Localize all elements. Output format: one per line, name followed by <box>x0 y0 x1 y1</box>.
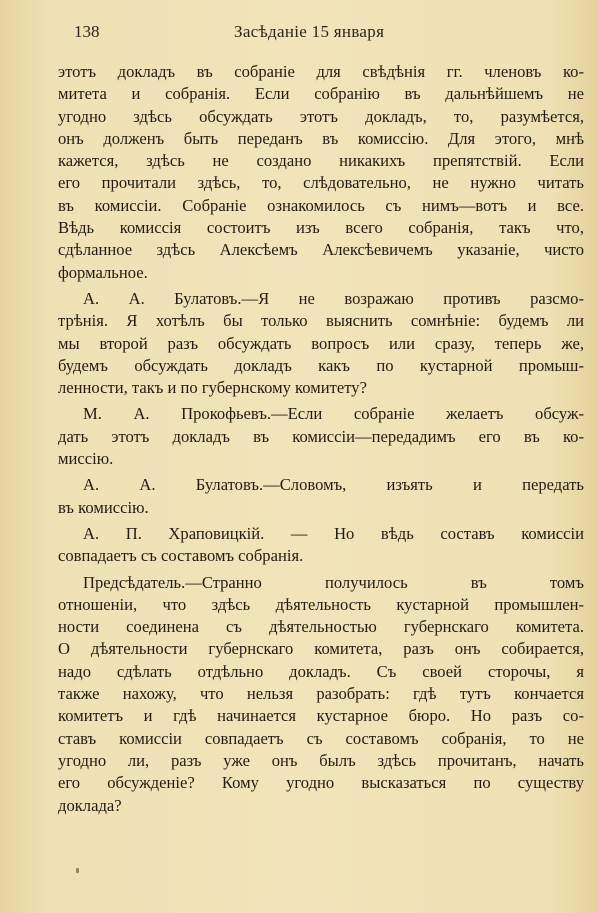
page-header <box>74 22 544 44</box>
text-line: мы второй разъ обсуждать вопросъ или сразу, теперь же, <box>58 333 584 353</box>
text-line: будемъ обсуждать докладъ какъ по кустарной промыш- <box>58 355 584 375</box>
paragraph-bulatov-2 <box>58 474 584 519</box>
text-line: Вѣдь комиссія состоитъ изъ всего собранія, такъ что, <box>58 218 584 238</box>
paragraph-continuation <box>58 61 584 284</box>
body-text <box>58 61 584 817</box>
text-line: миссію. <box>58 449 114 469</box>
text-line: онъ долженъ быть переданъ въ комиссію. Для этого, мнѣ <box>58 128 584 148</box>
text-line: трѣнія. Я хотѣлъ бы только выяснить сомнѣніе: будемъ ли <box>58 311 584 331</box>
text-line: М. А. Прокофьевъ.—Если собраніе желаетъ обсуж- <box>83 404 584 424</box>
text-line: ставъ комиссіи совпадаетъ съ составомъ собранія, то не <box>58 728 584 748</box>
text-line: этотъ докладъ въ собраніе для свѣдѣнія гг. членовъ ко- <box>58 62 584 81</box>
text-line: комитетъ и гдѣ начинается кустарное бюро. Но разъ со- <box>58 706 584 726</box>
text-line: кажется, здѣсь не создано никакихъ препятствій. Если <box>58 151 584 171</box>
text-line: доклада? <box>58 795 122 815</box>
paper-speck <box>76 868 79 873</box>
text-line: сдѣланное здѣсь Алексѣемъ Алексѣевичемъ указаніе, чисто <box>58 240 584 260</box>
text-line: въ комиссію. <box>58 497 149 517</box>
text-line: О дѣятельности губернскаго комитета, разъ онъ собирается, <box>58 639 584 659</box>
paragraph-bulatov-1 <box>58 288 584 399</box>
text-line: въ комиссіи. Собраніе ознакомилось съ нимъ—вотъ и все. <box>58 195 584 215</box>
text-line: ленности, такъ и по губернскому комитету? <box>58 378 367 398</box>
text-line: А. П. Храповицкій. — Но вѣдь составъ комиссіи <box>83 523 584 543</box>
text-line: А. А. Булатовъ.—Я не возражаю противъ разсмо- <box>83 288 584 308</box>
text-line: угодно здѣсь обсуждать этотъ докладъ, то, разумѣется, <box>58 106 584 126</box>
page-number: 138 <box>74 22 100 41</box>
text-line: ности соединена съ дѣятельностью губернскаго комитета. <box>58 617 584 637</box>
text-line: формальное. <box>58 262 148 282</box>
text-line: также нахожу, что нельзя разобрать: гдѣ тутъ кончается <box>58 684 584 704</box>
text-line: дать этотъ докладъ въ комиссіи—передадимъ его въ ко- <box>58 426 584 446</box>
running-head: Засѣданіе 15 января <box>234 22 385 41</box>
text-line: отношеніи, что здѣсь дѣятельность кустарной промышлен- <box>58 594 584 614</box>
paragraph-prokofiev <box>58 403 584 470</box>
text-line: митета и собранія. Если собранію въ дальнѣйшемъ не <box>58 84 584 104</box>
text-line: его обсужденіе? Кому угодно высказаться по существу <box>58 773 584 793</box>
paragraph-chairman <box>58 572 584 817</box>
text-line: его прочитали здѣсь, то, слѣдовательно, не нужно читать <box>58 173 584 193</box>
text-line: А. А. Булатовъ.—Словомъ, изъять и передать <box>83 475 584 495</box>
text-line: Предсѣдатель.—Странно получилось въ томъ <box>83 572 584 592</box>
paragraph-khrapovitsky <box>58 523 584 568</box>
text-line: угодно ли, разъ уже онъ былъ здѣсь прочитанъ, начать <box>58 750 584 770</box>
text-line: совпадаетъ съ составомъ собранія. <box>58 546 304 566</box>
text-line: надо сдѣлать отдѣльно докладъ. Съ своей сторочы, я <box>58 661 584 681</box>
